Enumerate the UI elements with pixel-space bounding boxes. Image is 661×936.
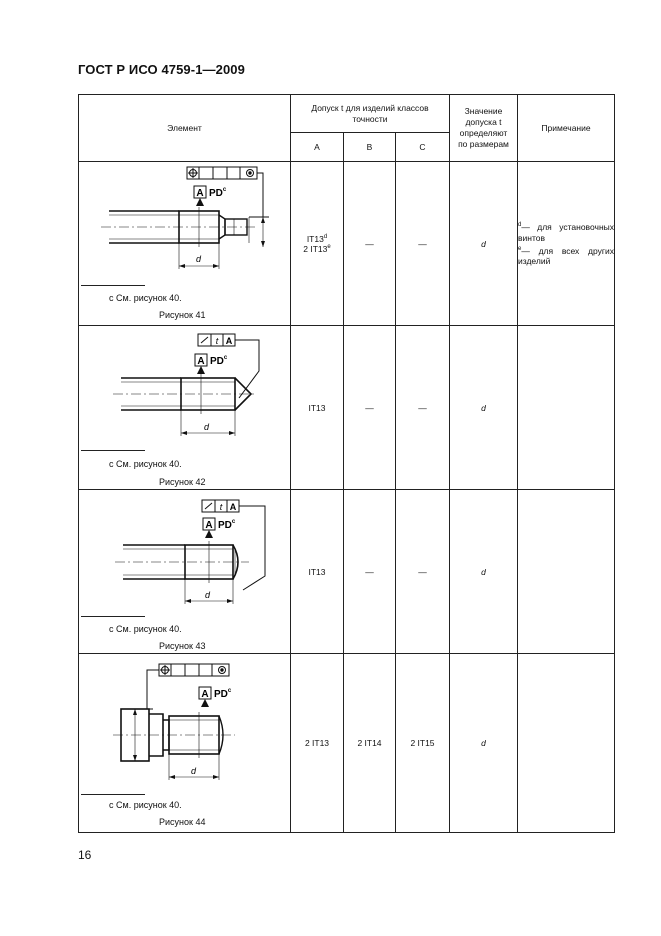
figure-caption: Рисунок 43 <box>159 641 206 651</box>
note-e-text: — для всех других изделий <box>518 245 614 267</box>
note-cell <box>518 326 615 490</box>
class-c-value: — <box>396 490 450 654</box>
datum-label: A <box>197 356 205 367</box>
figure-caption: Рисунок 42 <box>159 477 206 487</box>
tolerance-basis <box>450 326 518 490</box>
note-d-sup: d <box>518 221 522 228</box>
note-cell <box>518 654 615 833</box>
note-d-text: — для установочных винтов <box>518 221 614 243</box>
figure-cell <box>79 654 291 833</box>
footnote: c См. рисунок 40. <box>109 459 182 469</box>
figure-cell <box>79 162 291 326</box>
class-c-value: — <box>396 162 450 326</box>
tolerance-basis-text: d <box>481 738 486 748</box>
datum-label: A <box>196 188 204 199</box>
pd-sup: c <box>227 688 232 694</box>
figure-cell <box>79 326 291 490</box>
tolerance-basis <box>450 490 518 654</box>
header-tolerance <box>291 95 450 133</box>
page-number: 16 <box>78 848 92 862</box>
class-a-value: 2 IT13 <box>291 654 344 833</box>
tolerance-basis <box>450 162 518 326</box>
footnote: c См. рисунок 40. <box>109 624 182 634</box>
class-a-line2: 2 IT13 <box>303 243 328 254</box>
frame-datum-label: A <box>225 336 233 346</box>
footnote-rule <box>81 616 145 617</box>
note-cell <box>518 490 615 654</box>
figure-caption: Рисунок 41 <box>159 310 206 320</box>
table-row <box>79 326 615 490</box>
class-a-line1: IT13 <box>306 233 324 244</box>
note-cell <box>518 162 615 326</box>
tol-label: t <box>219 502 223 512</box>
tolerance-basis-text: d <box>481 402 486 413</box>
datum-label: A <box>201 689 209 700</box>
header-class-c: C <box>396 133 450 162</box>
pd-sup: c <box>223 355 228 361</box>
class-c-value: — <box>396 326 450 490</box>
tolerance-basis-text: d <box>481 566 486 577</box>
tolerance-basis-text: d <box>481 238 486 249</box>
svg-text:PDc <box>218 519 236 531</box>
tolerance-table <box>78 94 615 833</box>
footnote-rule <box>81 794 145 795</box>
dim-d-label: d <box>205 590 211 600</box>
class-b-value: — <box>344 326 396 490</box>
header-note: Примечание <box>518 95 615 162</box>
document-header: ГОСТ Р ИСО 4759-1—2009 <box>78 62 245 77</box>
tol-label: t <box>215 336 219 346</box>
class-a-line2-sup: e <box>327 243 331 250</box>
table-row <box>79 490 615 654</box>
class-a-value: IT13 <box>291 490 344 654</box>
note-e-sup: e <box>518 245 522 252</box>
footnote-rule <box>81 285 145 286</box>
datum-label: A <box>205 520 213 531</box>
class-b-value: — <box>344 490 396 654</box>
class-a-line1-sup: d <box>323 233 328 240</box>
pd-label: PD <box>214 689 228 700</box>
table-row <box>79 654 615 833</box>
dim-d-label: d <box>191 766 197 776</box>
header-tolerance-text: Допуск t для изделий классов точности <box>311 102 429 124</box>
svg-text:PDc <box>210 355 228 367</box>
svg-text:PDc <box>209 187 227 199</box>
pd-sup: c <box>222 187 227 193</box>
pd-sup: c <box>231 519 236 525</box>
footnote: c См. рисунок 40. <box>109 800 182 810</box>
pd-label: PD <box>209 188 223 199</box>
class-b-value: 2 IT14 <box>344 654 396 833</box>
header-value: Значение допуска t определяют по размерам <box>450 95 518 162</box>
pd-label: PD <box>218 520 232 531</box>
pd-label: PD <box>210 356 224 367</box>
class-c-value: 2 IT15 <box>396 654 450 833</box>
header-class-a: A <box>291 133 344 162</box>
figure-caption: Рисунок 44 <box>159 817 206 827</box>
dim-d-label: d <box>204 422 210 432</box>
class-b-value: — <box>344 162 396 326</box>
header-class-b: B <box>344 133 396 162</box>
footnote-rule <box>81 450 145 451</box>
tolerance-basis <box>450 654 518 833</box>
svg-text:PDc <box>214 688 232 700</box>
table-row <box>79 162 615 326</box>
dim-d-label: d <box>196 254 202 264</box>
class-a-value: IT13 <box>291 326 344 490</box>
class-a-value <box>291 162 344 326</box>
header-element: Элемент <box>79 95 291 162</box>
frame-datum-label: A <box>229 502 237 512</box>
figure-cell <box>79 490 291 654</box>
footnote: c См. рисунок 40. <box>109 293 182 303</box>
